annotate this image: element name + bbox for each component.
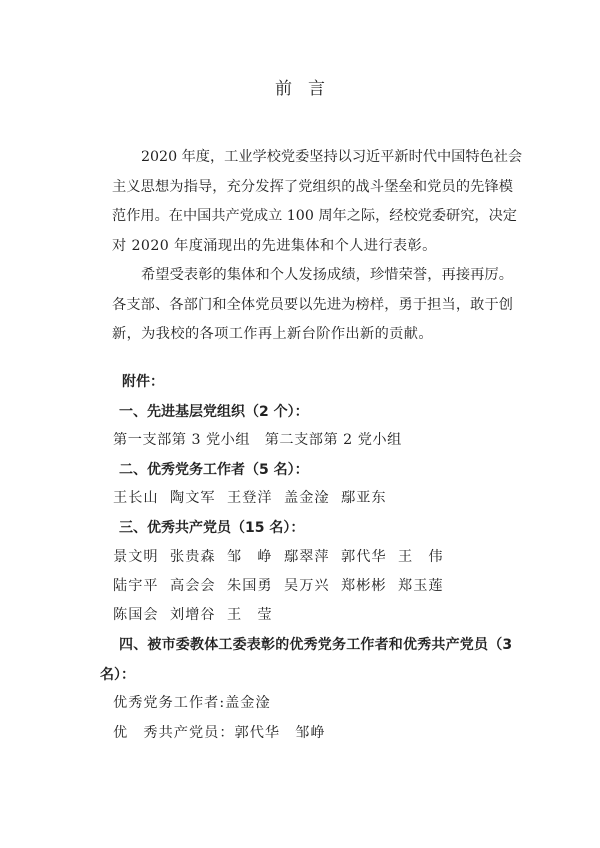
name: 朱国勇 (227, 578, 273, 594)
name: 陆宇平 (113, 578, 159, 594)
name: 鄢亚东 (341, 490, 387, 506)
name: 王 莹 (227, 607, 273, 623)
name: 王长山 (113, 490, 159, 506)
name: 刘增谷 (170, 607, 216, 623)
paragraph1-line: 2020 年度，工业学校党委坚持以习近平新时代中国特色社会 (141, 149, 523, 165)
section4-heading-cont: 名）： (100, 667, 135, 683)
section1-heading: 一、先进基层党组织（2 个）： (119, 404, 309, 420)
paragraph1-line: 对 2020 年度涌现出的先进集体和个人进行表彰。 (112, 238, 437, 254)
section4-heading: 四、被市委教体工委表彰的优秀党务工作者和优秀共产党员（3 (119, 637, 513, 653)
paragraph2-line: 希望受表彰的集体和个人发扬成绩，珍惜荣誉，再接再厉。 (141, 267, 513, 283)
name: 郑玉莲 (398, 578, 444, 594)
section2-names (113, 489, 398, 507)
name: 郭代华 (341, 549, 387, 565)
section3-row (113, 606, 284, 624)
section1-items (113, 431, 402, 449)
page-title (0, 80, 600, 98)
name: 鄢翠萍 (284, 549, 330, 565)
section3-row (113, 548, 455, 566)
section2-heading: 二、优秀党务工作者（5 名）： (119, 462, 309, 478)
name: 郑彬彬 (341, 578, 387, 594)
name: 盖金淦 (284, 490, 330, 506)
attachment-label: 附件： (122, 374, 164, 390)
name: 邹 峥 (227, 549, 273, 565)
name: 张贵森 (170, 549, 216, 565)
org-item: 第二支部第 2 党小组 (264, 432, 402, 448)
title-char: 前 (275, 79, 292, 99)
section3-row (113, 577, 455, 595)
name: 景文明 (113, 549, 159, 565)
paragraph1-line: 主义思想为指导，充分发挥了党组织的战斗堡垒和党员的先锋模 (112, 179, 513, 195)
section4-member: 优 秀共产党员：郭代华 邹峥 (113, 725, 326, 741)
paragraph2-line: 新，为我校的各项工作再上新台阶作出新的贡献。 (112, 326, 433, 342)
section4-worker: 优秀党务工作者:盖金淦 (113, 695, 271, 711)
section3-heading: 三、优秀共产党员（15 名）： (119, 520, 305, 536)
org-item: 第一支部第 3 党小组 (113, 432, 251, 448)
title-char: 言 (308, 79, 325, 99)
name: 陶文军 (170, 490, 216, 506)
paragraph2-line: 各支部、各部门和全体党员要以先进为榜样，勇于担当，敢于创 (112, 297, 513, 313)
name: 吴万兴 (284, 578, 330, 594)
name: 王 伟 (398, 549, 444, 565)
name: 王登洋 (227, 490, 273, 506)
name: 高会会 (170, 578, 216, 594)
paragraph1-line: 范作用。在中国共产党成立 100 周年之际，经校党委研究，决定 (112, 208, 517, 224)
name: 陈国会 (113, 607, 159, 623)
